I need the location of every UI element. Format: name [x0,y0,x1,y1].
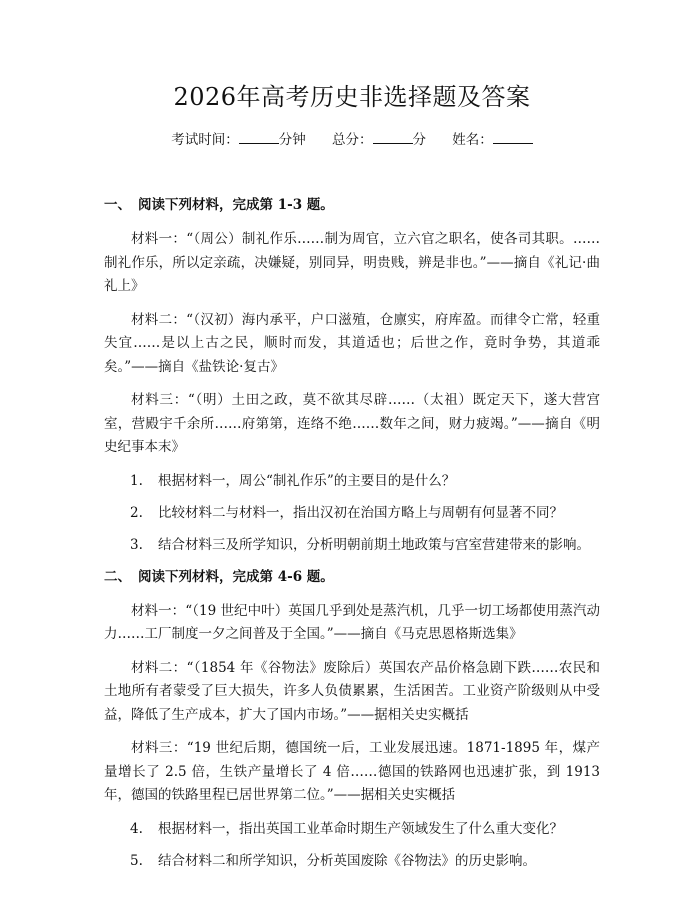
question-text: 根据材料一，周公“制礼作乐”的主要目的是什么？ [158,472,456,489]
question-text: 根据材料一，指出英国工业革命时期生产领域发生了什么重大变化？ [158,820,563,837]
material-paragraph: 材料一：“（周公）制礼作乐……制为周官，立六官之职名，使各司其职。……制礼作乐，所以定亲疏，决嫌疑，别同异，明贵贱，辨是非也。”——摘自《礼记·曲礼上》 [104,231,600,294]
question-number: 5. [130,852,143,869]
exam-time-unit: 分钟 [278,132,306,148]
section-number: 二、 [104,568,131,585]
question-number: 2. [130,504,143,521]
material-paragraph: 材料三：“19 世纪后期，德国统一后，工业发展迅速。1871-1895 年，煤产量增长了 2.5 倍，生铁产量增长了 4 倍……德国的铁路网也迅速扩张，到 1913 年，德国的铁路里程已居世界第二位。”——据相关史实概括 [104,740,600,803]
student-name-field [452,130,533,150]
question-text: 结合材料二和所学知识，分析英国废除《谷物法》的历史影响。 [158,852,536,869]
section-number: 一、 [104,197,131,213]
page-title: 2026年高考历史非选择题及答案 [173,83,531,111]
section-1 [104,194,600,556]
question-item [104,502,600,524]
question-item [104,470,600,492]
student-name-blank [493,131,533,144]
exam-time-blank [239,131,279,144]
material-paragraph: 材料二：“（1854 年《谷物法》废除后）英国农产品价格急剧下跌……农民和土地所有者蒙受了巨大损失，许多人负债累累，生活困苦。工业资产阶级则从中受益，降低了生产成本，扩大了国内市场。”——据相关史实概括 [104,659,600,723]
student-name-label: 姓名： [452,132,493,148]
total-score-blank [373,131,413,144]
question-number: 3. [130,536,143,553]
question-text: 结合材料三及所学知识，分析明朝前期土地政策与宫室营建带来的影响。 [158,536,590,553]
section-title: 阅读下列材料，完成第 1-3 题。 [138,197,334,213]
exam-info [104,130,600,150]
section-title: 阅读下列材料，完成第 4-6 题。 [138,568,334,585]
total-score-unit: 分 [412,132,426,148]
material-paragraph: 材料二：“（汉初）海内承平，户口滋殖，仓廪实，府库盈。而律令亡常，轻重失宜……是以上古之民，顺时而发，其道适也；后世之作，竟时争势，其道乖矣。”——摘自《盐铁论·复古》 [104,311,600,375]
section-2 [104,566,600,872]
material-paragraph: 材料一：“（19 世纪中叶）英国几乎到处是蒸汽机，几乎一切工场都使用蒸汽动力……工厂制度一夕之间普及于全国。”——摘自《马克思恩格斯选集》 [104,602,600,642]
section-heading [104,566,600,588]
question-item [104,850,600,872]
exam-time-field [171,130,306,150]
material-paragraph: 材料三：“（明）土田之政，莫不欲其尽辟……（太祖）既定天下，遂大营宫室，营殿宇千余所……府第第，连络不绝……数年之间，财力疲竭。”——摘自《明史纪事本末》 [104,392,600,455]
total-score-field [332,130,426,150]
section-heading [104,194,600,216]
question-number: 1. [130,472,143,489]
exam-time-label: 考试时间： [171,132,239,148]
question-number: 4. [130,820,143,837]
question-text: 比较材料二与材料一，指出汉初在治国方略上与周朝有何显著不同？ [158,504,563,521]
total-score-label: 总分： [332,132,373,148]
question-item [104,534,600,556]
question-item [104,818,600,840]
